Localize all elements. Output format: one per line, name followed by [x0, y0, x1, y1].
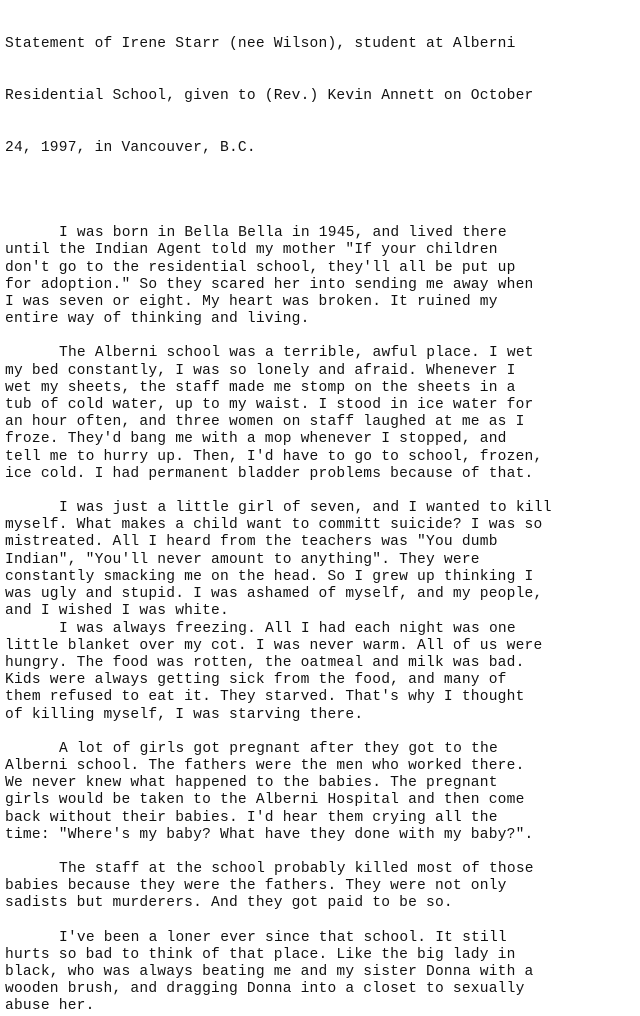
text-line: and I wished I was white. [5, 603, 229, 620]
text-line: I've been a loner ever since that school. It still [59, 929, 507, 946]
text-line: my bed constantly, I was so lonely and afraid. Whenever I [5, 362, 516, 379]
paragraph-3 [5, 500, 635, 620]
text-line: until the Indian Agent told my mother "If your children [5, 242, 498, 259]
text-line: ice cold. I had permanent bladder problems because of that. [5, 465, 534, 482]
text-line: little blanket over my cot. I was never warm. All of us were [5, 637, 543, 654]
text-line: entire way of thinking and living. [5, 311, 310, 328]
text-line: them refused to eat it. They starved. That's why I thought [5, 689, 525, 706]
statement-heading [5, 2, 635, 191]
text-line: wooden brush, and dragging Donna into a closet to sexually [5, 981, 525, 998]
text-line: tub of cold water, up to my waist. I stood in ice water for [5, 397, 534, 414]
text-line: abuse her. [5, 998, 95, 1015]
heading-line: Residential School, given to (Rev.) Kevin Annett on October [5, 88, 534, 105]
text-line: constantly smacking me on the head. So I grew up thinking I [5, 568, 534, 585]
text-line: I was born in Bella Bella in 1945, and lived there [59, 225, 507, 242]
text-line: Kids were always getting sick from the food, and many of [5, 672, 507, 689]
text-line: was ugly and stupid. I was ashamed of myself, and my people, [5, 586, 543, 603]
text-line: I was always freezing. All I had each night was one [59, 620, 516, 637]
text-line: I was seven or eight. My heart was broken. It ruined my [5, 294, 498, 311]
paragraph-5 [5, 741, 635, 844]
text-line: time: "Where's my baby? What have they done with my baby?". [5, 826, 534, 843]
text-line: babies because they were the fathers. They were not only [5, 878, 507, 895]
text-line: The Alberni school was a terrible, awful place. I wet [59, 345, 534, 362]
text-line: Indian", "You'll never amount to anything". They were [5, 551, 480, 568]
text-line: Alberni school. The fathers were the men who worked there. [5, 757, 525, 774]
text-line: We never knew what happened to the babies. The pregnant [5, 775, 498, 792]
text-line: black, who was always beating me and my sister Donna with a [5, 963, 534, 980]
text-line: don't go to the residential school, they'll all be put up [5, 259, 516, 276]
text-line: back without their babies. I'd hear them crying all the [5, 809, 498, 826]
text-line: sadists but murderers. And they got paid to be so. [5, 895, 453, 912]
text-line: an hour often, and three women on staff laughed at me as I [5, 414, 525, 431]
text-line: froze. They'd bang me with a mop whenever I stopped, and [5, 431, 507, 448]
heading-line: Statement of Irene Starr (nee Wilson), student at Alberni [5, 36, 516, 53]
text-line: hurts so bad to think of that place. Like the big lady in [5, 946, 516, 963]
text-line: I was just a little girl of seven, and I wanted to kill [59, 500, 552, 517]
text-line: of killing myself, I was starving there. [5, 706, 364, 723]
text-line: mistreated. All I heard from the teachers was "You dumb [5, 534, 498, 551]
heading-line: 24, 1997, in Vancouver, B.C. [5, 139, 256, 156]
text-line: myself. What makes a child want to committ suicide? I was so [5, 517, 543, 534]
text-line: wet my sheets, the staff made me stomp on the sheets in a [5, 379, 516, 396]
text-line: hungry. The food was rotten, the oatmeal and milk was bad. [5, 654, 525, 671]
text-line: The staff at the school probably killed most of those [59, 860, 534, 877]
text-line: tell me to hurry up. Then, I'd have to go to school, frozen, [5, 448, 543, 465]
paragraph-4 [5, 621, 635, 724]
paragraph-1 [5, 225, 635, 328]
text-line: A lot of girls got pregnant after they got to the [59, 740, 498, 757]
paragraph-2 [5, 345, 635, 483]
text-line: for adoption." So they scared her into sending me away when [5, 276, 534, 293]
paragraph-6 [5, 861, 635, 913]
document-page [5, 2, 635, 1016]
text-line: girls would be taken to the Alberni Hospital and then come [5, 792, 525, 809]
paragraph-7 [5, 930, 635, 1016]
